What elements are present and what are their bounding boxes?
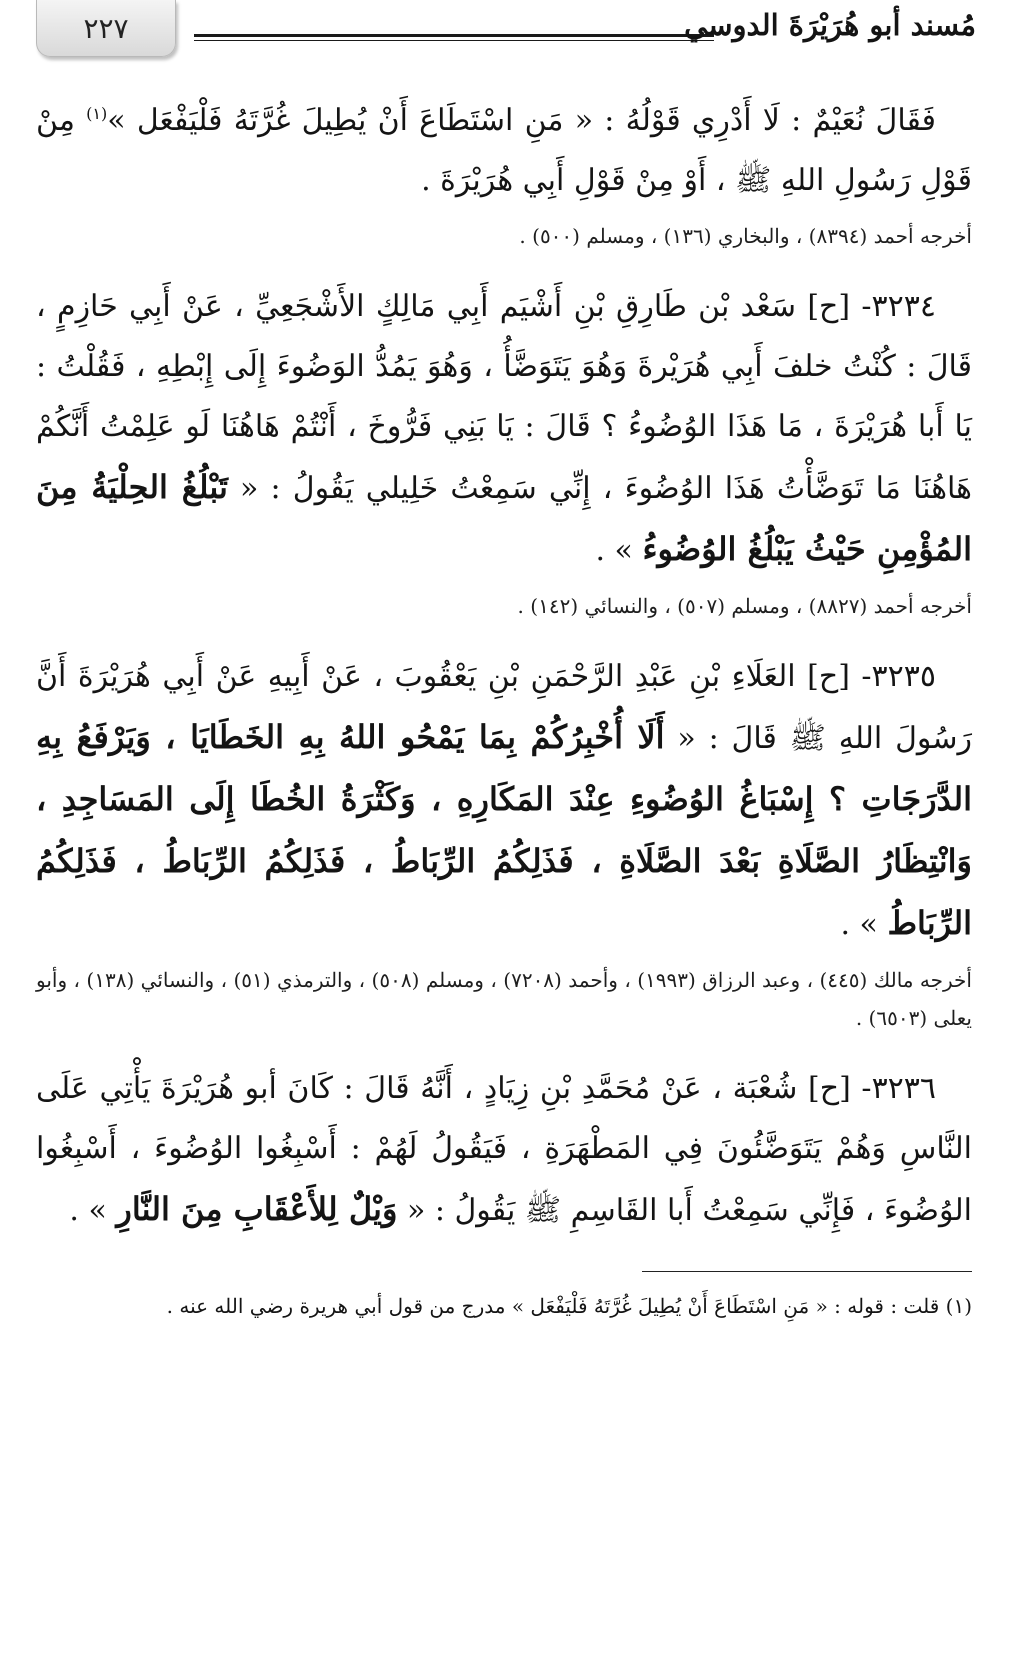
hadith-matn: أَلَا أُخْبِرُكُمْ بِمَا يَمْحُو اللهُ بِهِ الخَطَايَا ، وَيَرْفَعُ بِهِ الدَّرَجَاتِ ؟ إِسْبَاغُ الوُضُوءِ عِنْدَ المَكَارِهِ ، وَكَثْرَةُ الخُطَا إِلَى المَسَاجِدِ ، وَانْتِظَارُ الصَّلَاةِ بَعْدَ الصَّلَاةِ ، فَذَلِكُمُ الرِّبَاطُ ، فَذَلِكُمُ الرِّبَاطُ ، فَذَلِكُمُ الرِّبَاطُ [36, 718, 972, 942]
header-rule [194, 34, 714, 41]
hadith-text: سَعْد بْن طَارِقِ بْنِ أَشْيَم أَبِي مَالِكٍ الأَشْجَعِيِّ ، عَنْ أَبِي حَازِمٍ ، قَالَ : كُنْتُ خلفَ أَبِي هُرَيْرةَ وَهُوَ يَتَوَضَّأُ ، وَهُوَ يَمُدُّ الوَضُوءَ إِلَى إِبْطِهِ ، فَقُلْتُ : يَا أَبا هُرَيْرَةَ ، مَا هَذَا الوُضُوءُ ؟ قَالَ : يَا بَنِي فَرُّوخَ ، أَنْتُمْ هَاهُنَا لَو عَلِمْتُ أَنَّكُمْ هَاهُنَا مَا تَوَضَّأْتُ هَذَا الوُضُوءَ ، إِنِّي سَمِعْتُ خَلِيلي يَقُولُ : « [36, 289, 972, 506]
page-header [36, 0, 976, 72]
hadith-number: ٣٢٣٦- [ح] [808, 1071, 937, 1106]
hadith-3235 [36, 647, 972, 955]
hadith-text-after: » . [69, 1193, 117, 1228]
takhrij-note: أخرجه مالك (٤٤٥) ، وعبد الرزاق (١٩٩٣) ، وأحمد (٧٢٠٨) ، ومسلم (٥٠٨) ، والترمذي (٥١) ، والنسائي (١٣٨) ، وأبو يعلى (٦٥٠٣) . [36, 968, 972, 1030]
footnote-rule [642, 1271, 972, 1272]
hadith-number: ٣٢٣٤- [ح] [807, 289, 936, 324]
hadith-text-after: » . [840, 907, 888, 942]
hadith-text: شُعْبَة ، عَنْ مُحَمَّدِ بْنِ زِيَادٍ ، أَنَّهُ قَالَ : كَانَ أبو هُرَيْرَةَ يَأْتِي عَلَى النَّاسِ وَهُمْ يَتَوَضَّئُونَ فِي المَطْهَرَةِ ، فَيَقُولُ لَهُمْ : أَسْبِغُوا الوُضُوءَ ، أَسْبِغُوا الوُضُوءَ ، فَإِنِّي سَمِعْتُ أَبا القَاسِمِ ﷺ يَقُولُ : « [36, 1071, 972, 1228]
page-number-tab [36, 0, 176, 57]
running-title: مُسند أبو هُرَيْرَةَ الدوسي [684, 8, 976, 42]
footnote-ref[interactable]: (١) [86, 104, 108, 123]
page-body [36, 84, 972, 1324]
takhrij-note: أخرجه أحمد (٨٨٢٧) ، ومسلم (٥٠٧) ، والنسائي (١٤٢) . [517, 594, 972, 618]
hadith-number: ٣٢٣٥- [ح] [807, 659, 936, 694]
paragraph-text: فَقَالَ نُعَيْمٌ : لَا أَدْرِي قَوْلُهُ : « مَنِ اسْتَطَاعَ أَنْ يُطِيلَ غُرَّتَهُ فَلْيَفْعَل » [107, 103, 936, 138]
takhrij-note: أخرجه أحمد (٨٣٩٤) ، والبخاري (١٣٦) ، ومسلم (٥٠٠) . [519, 224, 972, 248]
paragraph-nuaim [36, 84, 972, 211]
hadith-3234 [36, 277, 972, 581]
hadith-matn: وَيْلٌ لِلأَعْقَابِ مِنَ النَّارِ [116, 1190, 398, 1228]
hadith-text-after: » . [595, 533, 643, 568]
paragraph-text-after: مِنْ قَوْلِ رَسُولِ اللهِ ﷺ ، أَوْ مِنْ قَوْلِ أَبِي هُرَيْرَةَ . [36, 103, 972, 198]
page-number: ٢٢٧ [83, 11, 129, 45]
hadith-matn: تَبْلُغُ الحِلْيَةُ مِنَ المُؤْمِنِ حَيْثُ يَبْلُغُ الوُضُوءُ [36, 468, 972, 568]
hadith-text: العَلَاءِ بْنِ عَبْدِ الرَّحْمَنِ بْنِ يَعْقُوبَ ، عَنْ أَبِيهِ عَنْ أَبِي هُرَيْرَةَ أَنَّ رَسُولَ اللهِ ﷺ قَالَ : « [36, 659, 973, 756]
hadith-3236 [36, 1059, 972, 1241]
footnote-1: (١) قلت : قوله : « مَنِ اسْتَطَاعَ أَنْ يُطِيلَ غُرَّتَهُ فَلْيَفْعَل » مدرج من قول أبي هريرة رضي الله عنه . [166, 1294, 972, 1318]
